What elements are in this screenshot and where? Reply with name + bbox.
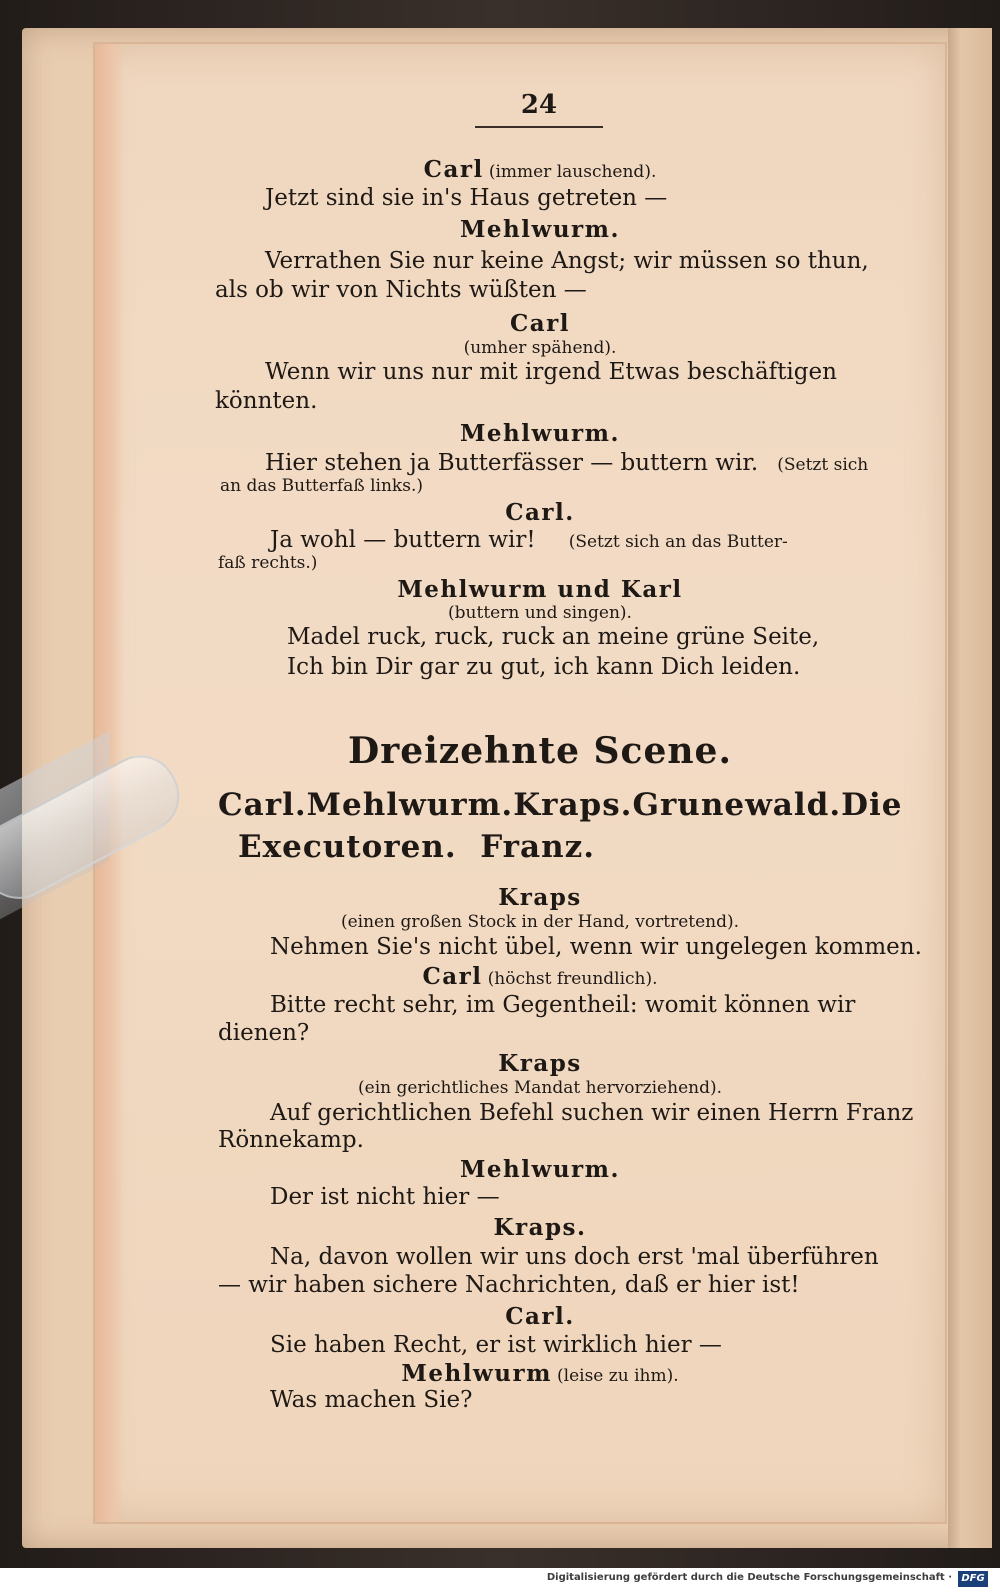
speaker-name: Mehlwurm. xyxy=(459,420,621,447)
speaker-name: Mehlwurm. xyxy=(459,1156,621,1183)
dialogue-text: Hier stehen ja Butterfässer — buttern wir. xyxy=(265,450,759,476)
dialogue-line: Was machen Sie? xyxy=(270,1387,473,1413)
speaker-name: Kraps xyxy=(498,1050,582,1077)
speaker-name: Kraps. xyxy=(493,1214,587,1241)
stage-direction: (umher spähend). xyxy=(463,338,617,358)
speaker-line xyxy=(215,156,865,183)
dialogue-line: dienen? xyxy=(218,1020,310,1046)
speaker-line xyxy=(215,1360,865,1387)
speaker-line xyxy=(215,963,865,990)
cast-member: Die xyxy=(841,787,903,823)
dialogue-line: Rönnekamp. xyxy=(218,1127,364,1153)
dialogue-line: Na, davon wollen wir uns doch erst 'mal überführen xyxy=(270,1244,879,1270)
dialogue-line: Sie haben Recht, er ist wirklich hier — xyxy=(270,1332,722,1358)
cast-list-line-2: Executoren. Franz. xyxy=(238,829,596,865)
speaker-name: Mehlwurm und Karl xyxy=(397,576,683,603)
stage-direction: (höchst freundlich). xyxy=(487,969,658,989)
stage-direction: (Setzt sich xyxy=(777,455,869,475)
speaker-name: Carl xyxy=(422,963,483,990)
speaker-name: Carl xyxy=(423,156,484,183)
dialogue-line: Bitte recht sehr, im Gegentheil: womit können wir xyxy=(270,992,856,1018)
speaker-name: Mehlwurm xyxy=(401,1360,552,1387)
stage-direction: (buttern und singen). xyxy=(448,603,632,623)
scene-heading: Dreizehnte Scene. xyxy=(348,730,732,772)
stage-direction: (ein gerichtliches Mandat hervorziehend). xyxy=(358,1078,722,1098)
stage-direction: an das Butterfaß links.) xyxy=(220,476,423,496)
song-line: Madel ruck, ruck, ruck an meine grüne Seite, xyxy=(287,624,820,650)
digitization-credit: Digitalisierung gefördert durch die Deutsche Forschungsgemeinschaft · xyxy=(546,1572,952,1583)
dialogue-line: Auf gerichtlichen Befehl suchen wir einen Herrn Franz xyxy=(270,1100,914,1126)
speaker-name: Carl xyxy=(509,310,571,337)
dialogue-line: könnten. xyxy=(215,388,318,414)
dialogue-line: Der ist nicht hier — xyxy=(270,1184,500,1210)
dialogue-text: Verrathen Sie nur keine Angst; wir müssen so thun, xyxy=(265,248,869,274)
dialogue-line: — wir haben sichere Nachrichten, daß er hier ist! xyxy=(218,1272,800,1298)
facing-page-edge xyxy=(948,28,992,1548)
stage-direction: (Setzt sich an das Butter- xyxy=(568,532,788,552)
cast-member: Mehlwurm. xyxy=(306,787,514,823)
dialogue-line xyxy=(265,248,869,274)
dialogue-line: Wenn wir uns nur mit irgend Etwas beschäftigen xyxy=(265,359,837,385)
dfg-logo: DFG xyxy=(958,1571,988,1587)
dialogue-line xyxy=(265,450,868,476)
stage-direction: (einen großen Stock in der Hand, vortretend). xyxy=(340,912,740,932)
dialogue-text: Ja wohl — buttern wir! xyxy=(270,527,536,553)
page-number: 24 xyxy=(520,90,558,120)
cast-member: Carl. xyxy=(218,787,307,823)
dialogue-line: Nehmen Sie's nicht übel, wenn wir ungelegen kommen. xyxy=(270,934,922,960)
dialogue-line: als ob wir von Nichts wüßten — xyxy=(215,277,587,303)
speaker-name: Carl. xyxy=(505,1303,575,1330)
stage-direction: (immer lauschend). xyxy=(488,162,657,182)
stage-direction: faß rechts.) xyxy=(218,553,318,573)
speaker-name: Mehlwurm. xyxy=(459,216,621,243)
cast-list-line-1 xyxy=(218,787,903,823)
stage-direction: (leise zu ihm). xyxy=(557,1366,679,1386)
song-line: Ich bin Dir gar zu gut, ich kann Dich leiden. xyxy=(287,654,801,680)
cast-member: Grunewald. xyxy=(632,787,842,823)
speaker-name: Carl. xyxy=(505,499,575,526)
cast-member: Kraps. xyxy=(513,787,633,823)
dialogue-line: Jetzt sind sie in's Haus getreten — xyxy=(265,185,668,211)
speaker-name: Kraps xyxy=(498,884,582,911)
dialogue-line xyxy=(270,527,788,553)
page-number-rule xyxy=(475,126,603,128)
